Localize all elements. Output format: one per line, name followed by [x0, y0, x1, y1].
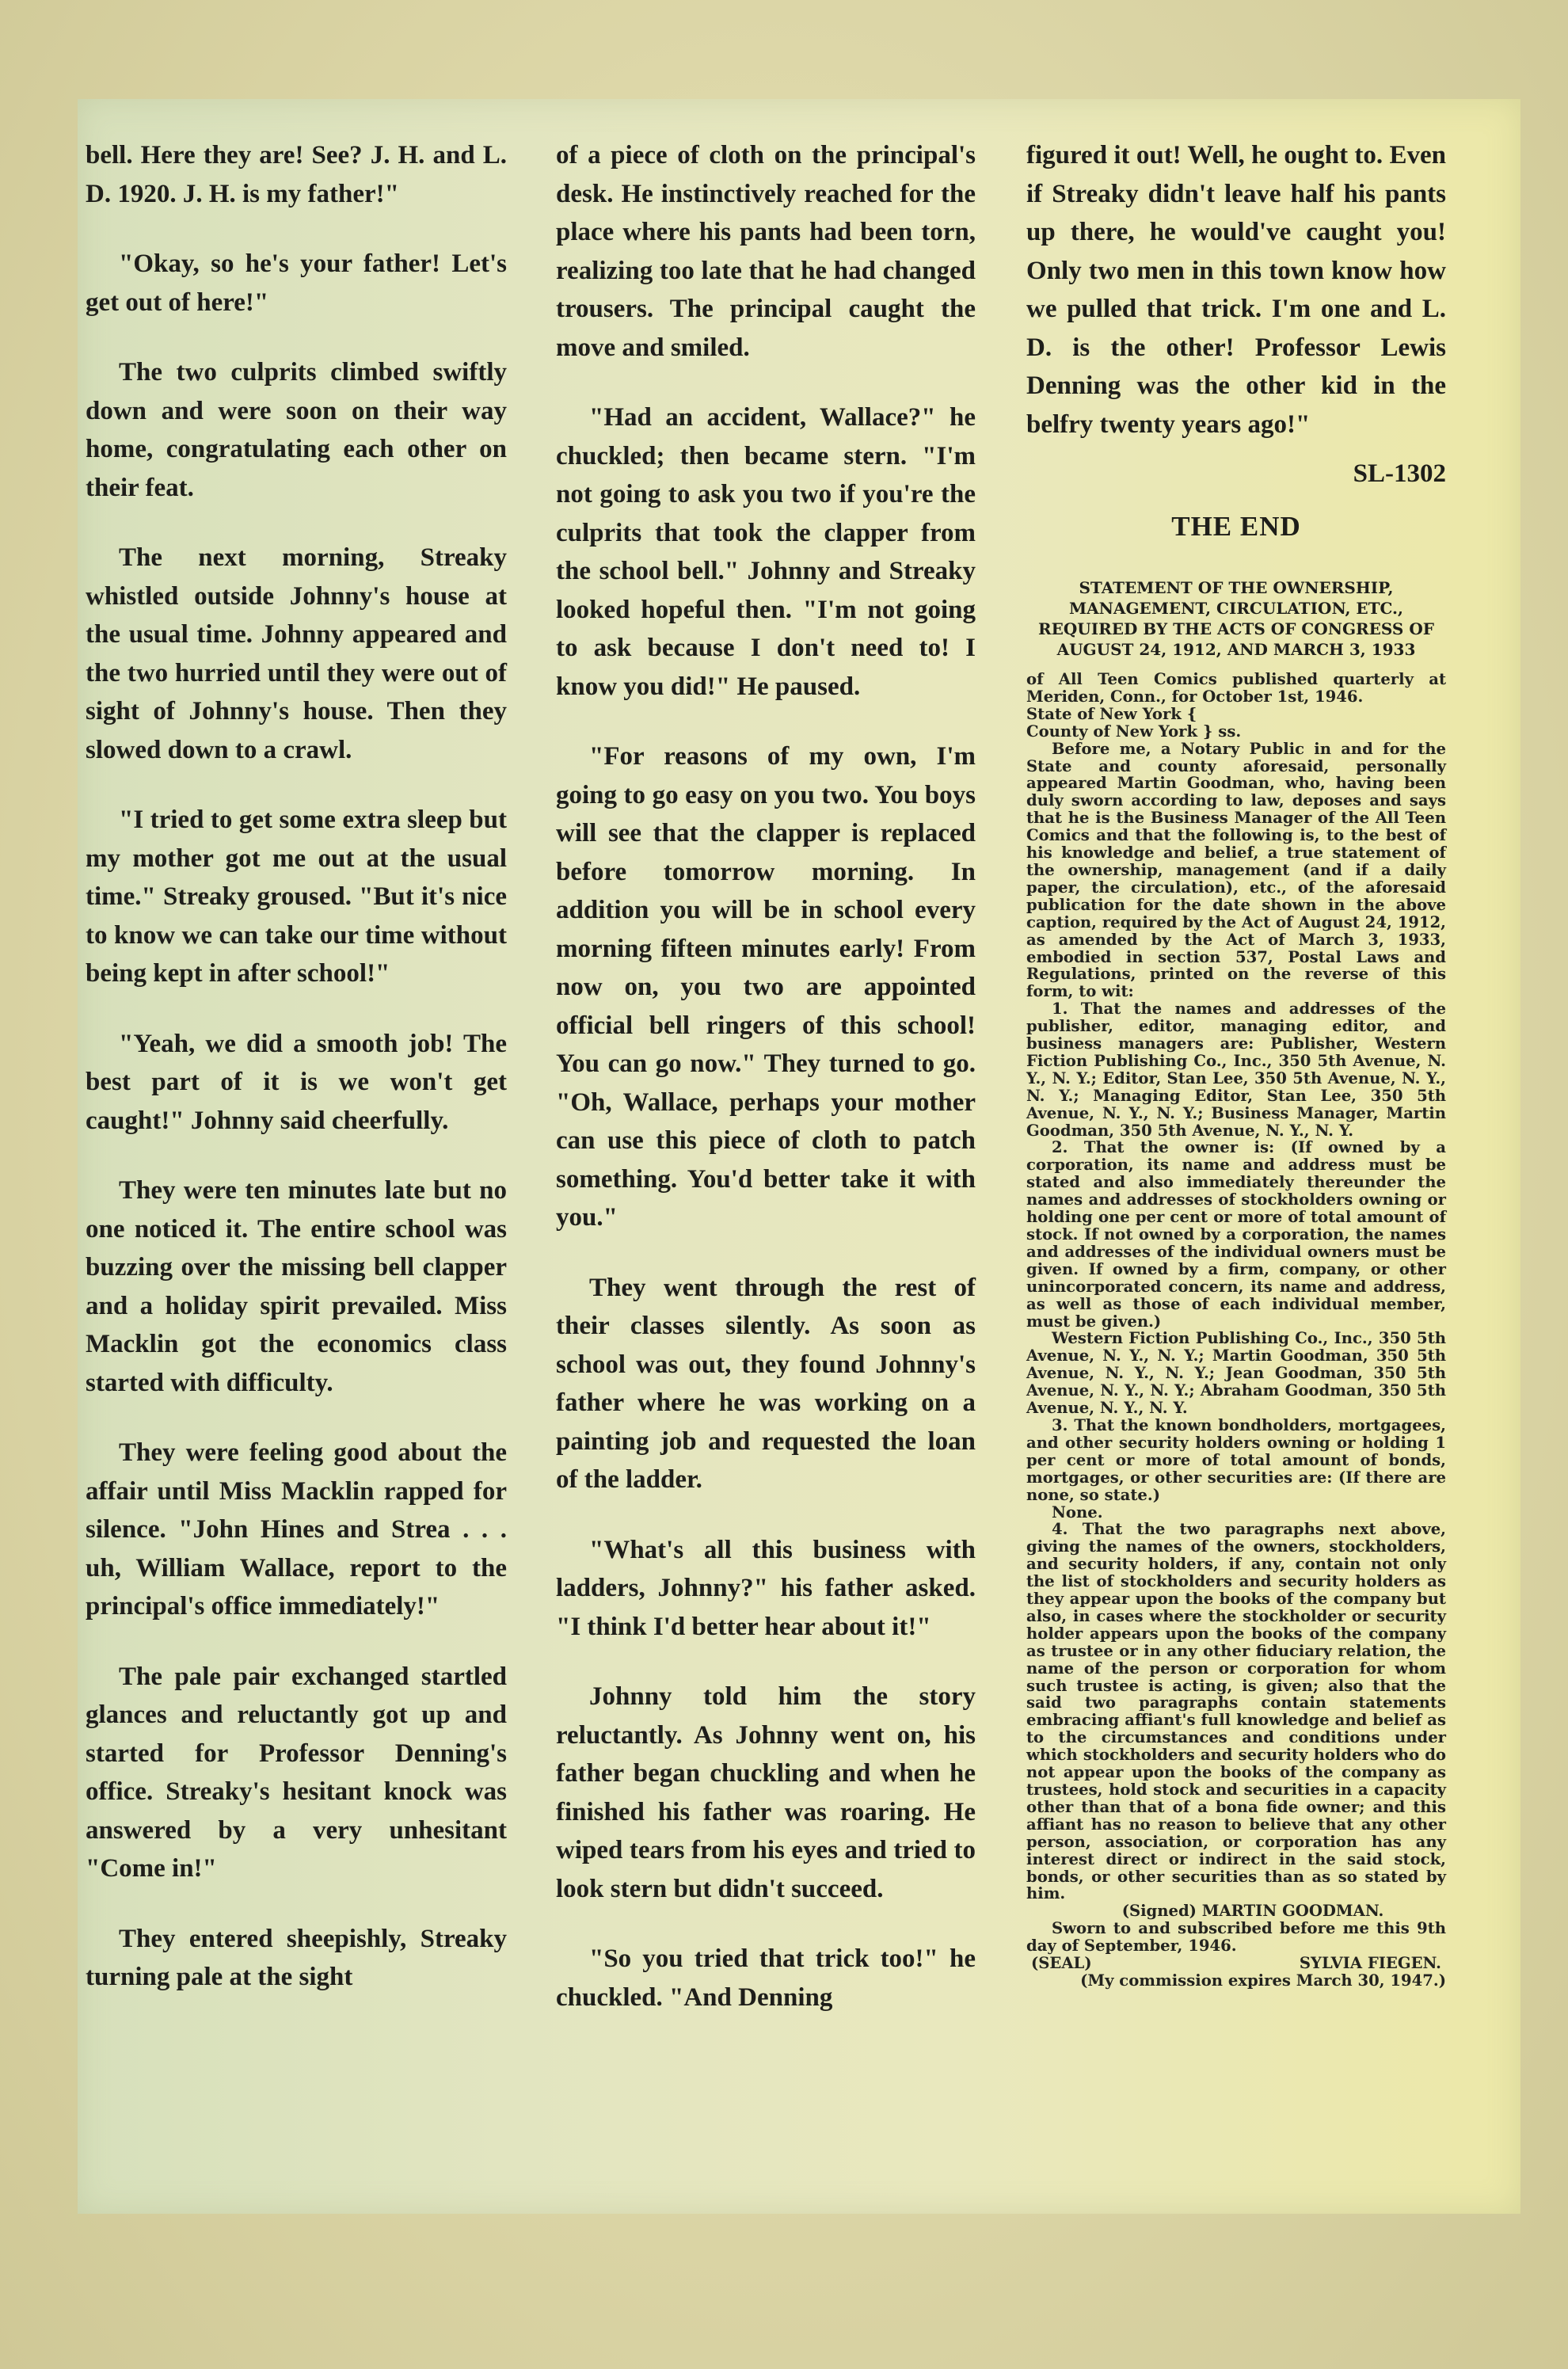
paragraph: of a piece of cloth on the principal's desk. He instinctively reached for the place where his pants had been torn, realizing too late that he had changed trousers. The principal caught the move and smiled. [556, 141, 976, 362]
paragraph: "So you tried that trick too!" he chuckled. "And Denning [556, 1944, 976, 2012]
paragraph: They were ten minutes late but no one noticed it. The entire school was buzzing over the missing bell clapper and a holiday spirit prevailed. Miss Macklin got the economics class started with difficulty. [86, 1176, 507, 1397]
paragraph: The next morning, Streaky whistled outside Johnny's house at the usual time. Johnny appeared and the two hurried until they were out of sight of Johnny's house. Then they slowed down to a crawl. [86, 543, 507, 764]
statement-affidavit: Before me, a Notary Public in and for the State and county aforesaid, personally appeared Martin Goodman, who, having been duly sworn according to law, deposes and says that he is the Business Manager of the All Teen Comics and that the following is, to the best of his knowledge and belief, a true statement of the ownership, management (and if a daily paper, the circulation), etc., of the aforesaid publication for the date shown in the above caption, required by the Act of August 24, 1912, as amended by the Act of March 3, 1933, embodied in section 537, Postal Laws and Regulations, printed on the reverse of this form, to wit: [1026, 739, 1446, 1001]
statement-commission: (My commission expires March 30, 1947.) [1080, 1971, 1446, 1990]
paragraph: "Yeah, we did a smooth job! The best part of it is we won't get caught!" Johnny said cheerfully. [86, 1029, 507, 1135]
story-column-2 [556, 136, 976, 2048]
statement-item-2: 2. That the owner is: (If owned by a corporation, its name and address must be stated and also immediately thereunder the names and addresses of stockholders owning or holding one per cent or more of total amount of stock. If not owned by a corporation, the names and addresses of the individual owners must be given. If owned by a firm, company, or other unincorporated concern, its name and address, as well as those of each individual member, must be given.) [1026, 1138, 1446, 1331]
notary-row [1026, 1955, 1446, 1972]
statement-state: State of New York { [1026, 704, 1197, 723]
paragraph: "I tried to get some extra sleep but my mother got me out at the usual time." Streaky groused. "But it's nice to know we can take our time without being kept in after school!" [86, 806, 507, 988]
paragraph: They were feeling good about the affair until Miss Macklin rapped for silence. "John Hines and Strea . . . uh, William Wallace, report to the principal's office immediately!" [86, 1438, 507, 1621]
statement-sworn: Sworn to and subscribed before me this 9th day of September, 1946. [1026, 1919, 1446, 1956]
story-column-1 [86, 136, 507, 2028]
paragraph: They entered sheepishly, Streaky turning pale at the sight [86, 1924, 507, 1991]
statement-none: None. [1052, 1503, 1103, 1522]
paragraph: They went through the rest of their classes silently. As soon as school was out, they found Johnny's father where he was working on a painting job and requested the loan of the ladder. [556, 1273, 976, 1494]
paragraph: "Okay, so he's your father! Let's get out of here!" [86, 249, 507, 317]
statement-item-1: 1. That the names and addresses of the publisher, editor, managing editor, and business managers are: Publisher, Western Fiction Publishing Co., Inc., 350 5th Avenue, N. Y., N. Y.; Editor, Stan Lee, 350 5th Avenue, N. Y., N. Y.; Managing Editor, Stan Lee, 350 5th Avenue, N. Y., N. Y.; Business Manager, Martin Goodman, 350 5th Avenue, N. Y., N. Y. [1026, 1000, 1446, 1140]
paragraph: Johnny told him the story reluctantly. As Johnny went on, his father began chuckling and when he finished his father was roaring. He wiped tears from his eyes and tried to look stern but didn't succeed. [556, 1682, 976, 1903]
story-code: SL-1302 [1353, 459, 1446, 488]
notary-name: SYLVIA FIEGEN. [1299, 1954, 1441, 1973]
story-column-3 [1026, 136, 1446, 1990]
statement-signature: (Signed) MARTIN GOODMAN. [1121, 1902, 1384, 1921]
statement-county: County of New York } ss. [1026, 722, 1242, 741]
ownership-statement [1026, 671, 1446, 1990]
ownership-statement-heading: STATEMENT OF THE OWNERSHIP, MANAGEMENT, CIRCULATION, ETC., REQUIRED BY THE ACTS OF CONGRESS OF AUGUST 24, 1912, AND MARCH 3, 1933 [1038, 578, 1434, 659]
paragraph: bell. Here they are! See? J. H. and L. D. 1920. J. H. is my father!" [86, 141, 507, 208]
story-ending [1026, 136, 1446, 444]
statement-intro: of All Teen Comics published quarterly at Meriden, Conn., for October 1st, 1946. [1026, 670, 1446, 706]
paragraph: "For reasons of my own, I'm going to go easy on you two. You boys will see that the clapper is replaced before tomorrow morning. In addition you will be in school every morning fifteen minutes early! From now on, you two are appointed official bell ringers of this school! You can go now." They turned to go. "Oh, Wallace, perhaps your mother can use this piece of cloth to patch something. You'd better take it with you." [556, 742, 976, 1232]
statement-item-3: 3. That the known bondholders, mortgagees, and other security holders owning or holding 1 per cent or more of total amount of bonds, mortgages, or other securities are: (If there are none, so state.) [1026, 1415, 1446, 1504]
paragraph: The pale pair exchanged startled glances and reluctantly got up and started for Professor Denning's office. Streaky's hesitant knock was answered by a very unhesitant "Come in!" [86, 1662, 507, 1883]
statement-seal: (SEAL) [1031, 1954, 1092, 1973]
statement-owners: Western Fiction Publishing Co., Inc., 350 5th Avenue, N. Y., N. Y.; Martin Goodman, 350 5th Avenue, N. Y., N. Y.; Jean Goodman, 350 5th Avenue, N. Y., N. Y.; Abraham Goodman, 350 5th Avenue, N. Y., N. Y. [1026, 1329, 1446, 1418]
paragraph: "What's all this business with ladders, Johnny?" his father asked. "I think I'd better hear about it!" [556, 1535, 976, 1641]
statement-item-4: 4. That the two paragraphs next above, giving the names of the owners, stockholders, and security holders, if any, contain not only the list of stockholders and security holders as they appear upon the books of the company but also, in cases where the stockholder or security holder appears upon the books of the company as trustee or in any other fiduciary relation, the name of the person or corporation for whom such trustee is acting, is given; also that the said two paragraphs contain statements embracing affiant's full knowledge and belief as to the circumstances and conditions under which stockholders and security holders who do not appear upon the books of the company as trustees, hold stock and securities in a capacity other than that of a bona fide owner; and this affiant has no reason to believe that any other person, association, or corporation has any interest direct or indirect in the said stock, bonds, or other securities than as so stated by him. [1026, 1520, 1446, 1903]
paragraph: The two culprits climbed swiftly down and were soon on their way home, congratulating each other on their feat. [86, 358, 507, 502]
paragraph: "Had an accident, Wallace?" he chuckled; then became stern. "I'm not going to ask you two if you're the culprits that took the clapper from the school bell." Johnny and Streaky looked hopeful then. "I'm not going to ask because I don't need to! I know you did!" He paused. [556, 403, 976, 701]
the-end-heading: THE END [1171, 510, 1301, 542]
paragraph: figured it out! Well, he ought to. Even if Streaky didn't leave half his pants up there, he would've caught you! Only two men in this town know how we pulled that trick. I'm one and L. D. is the other! Professor Lewis Denning was the other kid in the belfry twenty years ago!" [1026, 141, 1446, 439]
